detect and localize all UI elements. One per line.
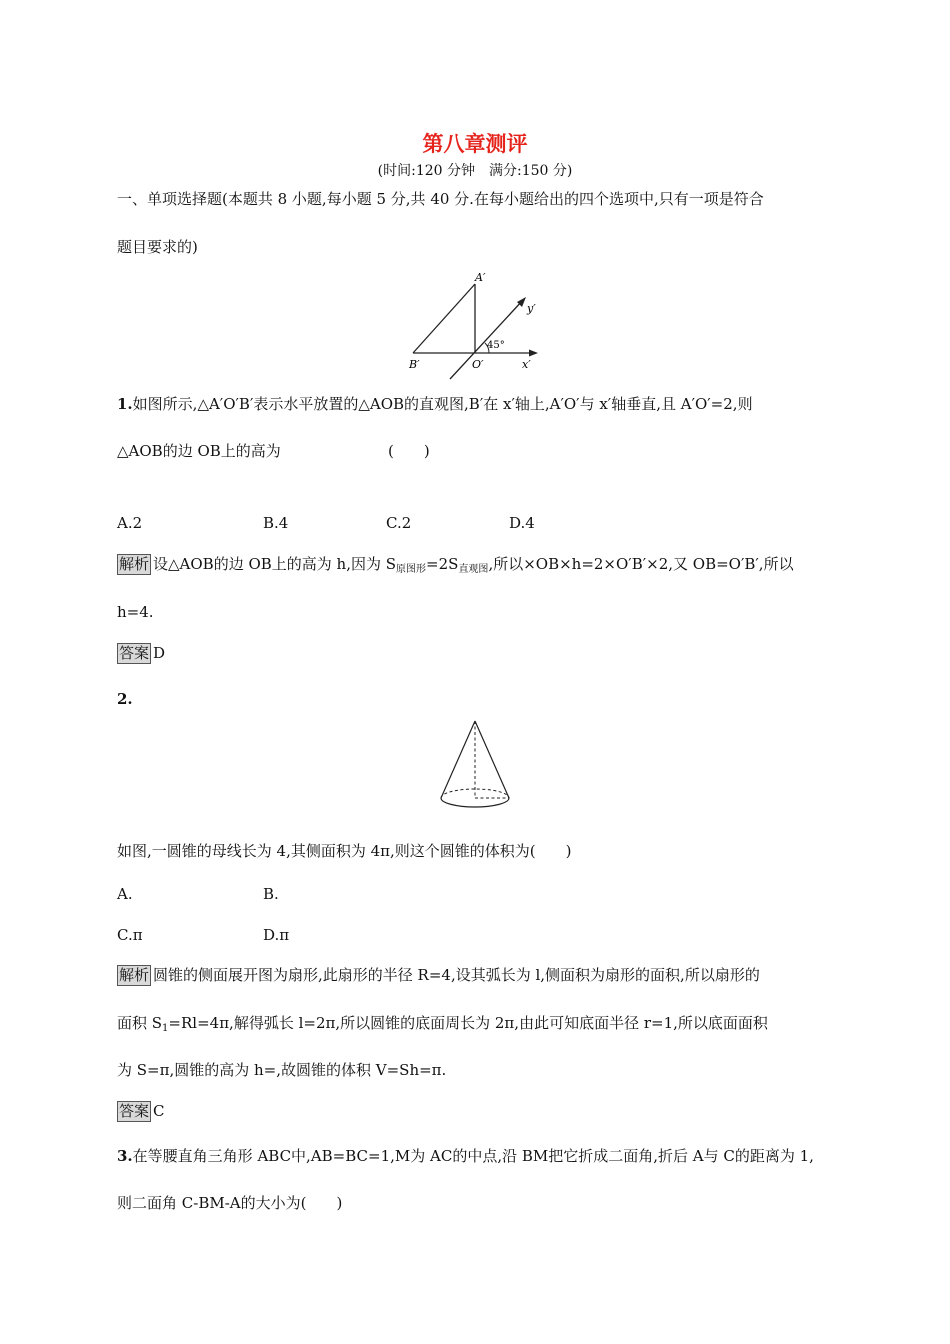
segment-a-b (413, 284, 475, 353)
q1-stem-line2 (117, 440, 281, 462)
q2-analysis-sub: 1 (162, 1023, 169, 1034)
exam-info: (时间:120 分钟 满分:150 分) (377, 163, 573, 179)
q2-stem: 如图,一圆锥的母线长为 4,其侧面积为 4π,则这个圆锥的体积为( ) (117, 842, 572, 860)
q3-stem-line2: 则二面角 C-BM-A的大小为( ) (117, 1194, 343, 1212)
section-heading-line1: 一、单项选择题(本题共 8 小题,每小题 5 分,共 40 分.在每小题给出的四个选项中,只有一项是符合 (117, 190, 764, 208)
q3-stem-text: 在等腰直角三角形 ABC中,AB=BC=1,M为 AC的中点,沿 BM把它折成二面角,折后 A与 C的距离为 1, (132, 1147, 814, 1165)
q1-analysis-text-c: ,所以×OB×h=2×O′B′×2,又 OB=O′B′,所以 (488, 555, 794, 573)
analysis-tag: 解析 (119, 555, 150, 573)
figure-oblique-triangle (405, 268, 545, 380)
q1-analysis-text-b: =2S (426, 555, 459, 573)
q1-analysis-line2: h=4. (117, 603, 154, 621)
label-x: x′ (522, 358, 531, 371)
q1-option-c[interactable]: C.2 (386, 514, 412, 532)
x-axis-arrow (529, 350, 538, 357)
label-o: O′ (472, 358, 484, 371)
q1-answer-paren: ( ) (388, 442, 430, 460)
label-a: A′ (475, 271, 486, 284)
q1-stem-line1 (117, 393, 753, 415)
q2-analysis-text2b: =Rl=4π,解得弧长 l=2π,所以圆锥的底面周长为 2π,由此可知底面半径 r=1,所以底面面积 (168, 1014, 768, 1032)
label-b: B′ (409, 358, 420, 371)
q1-analysis-text-a: 设△AOB的边 OB上的高为 h,因为 S (153, 555, 397, 573)
q2-answer-line (117, 1100, 165, 1122)
q2-analysis-line2 (117, 1012, 768, 1040)
q2-option-b[interactable]: B. (263, 885, 279, 903)
q2-option-d[interactable]: D.π (263, 926, 290, 944)
answer-tag: 答案 (119, 644, 150, 662)
q1-analysis-sub2: 直观图 (458, 564, 489, 575)
q1-option-a[interactable]: A.2 (117, 514, 143, 532)
analysis-tag: 解析 (119, 966, 150, 984)
q1-stem-text2: △AOB的边 OB上的高为 (117, 442, 281, 460)
answer-tag: 答案 (119, 1102, 150, 1120)
cone-base-front (441, 798, 509, 807)
q2-number: 2. (117, 690, 133, 708)
section-heading-line2: 题目要求的) (117, 238, 198, 256)
q1-analysis-sub1: 原图形 (396, 564, 427, 575)
q1-analysis-line1 (117, 553, 794, 581)
q2-option-a[interactable]: A. (117, 885, 133, 903)
q2-option-c[interactable]: C.π (117, 926, 143, 944)
q2-analysis-line3: 为 S=π,圆锥的高为 h=,故圆锥的体积 V=Sh=π. (117, 1061, 447, 1079)
q2-analysis-line1 (117, 964, 760, 986)
label-y: y′ (527, 302, 536, 315)
page-title: 第八章测评 (422, 132, 528, 156)
q2-analysis-text1: 圆锥的侧面展开图为扇形,此扇形的半径 R=4,设其弧长为 l,侧面积为扇形的面积,所以扇形的 (153, 966, 760, 984)
q3-stem-line1 (117, 1145, 814, 1167)
label-angle: 45° (487, 340, 505, 351)
q1-option-d[interactable]: D.4 (509, 514, 535, 532)
q1-option-b[interactable]: B.4 (263, 514, 289, 532)
cone-left-edge (441, 721, 475, 798)
q1-answer-value: D (153, 644, 166, 662)
q2-answer-value: C (153, 1102, 165, 1120)
q1-number: 1. (117, 395, 133, 413)
q2-analysis-text2a: 面积 S (117, 1014, 163, 1032)
figure-cone (438, 718, 512, 812)
q1-stem-text: 如图所示,△A′O′B′表示水平放置的△AOB的直观图,B′在 x′轴上,A′O′与 x′轴垂直,且 A′O′=2,则 (132, 395, 753, 413)
q3-number: 3. (117, 1147, 133, 1165)
q1-answer-line (117, 642, 165, 664)
cone-right-edge (475, 721, 509, 798)
